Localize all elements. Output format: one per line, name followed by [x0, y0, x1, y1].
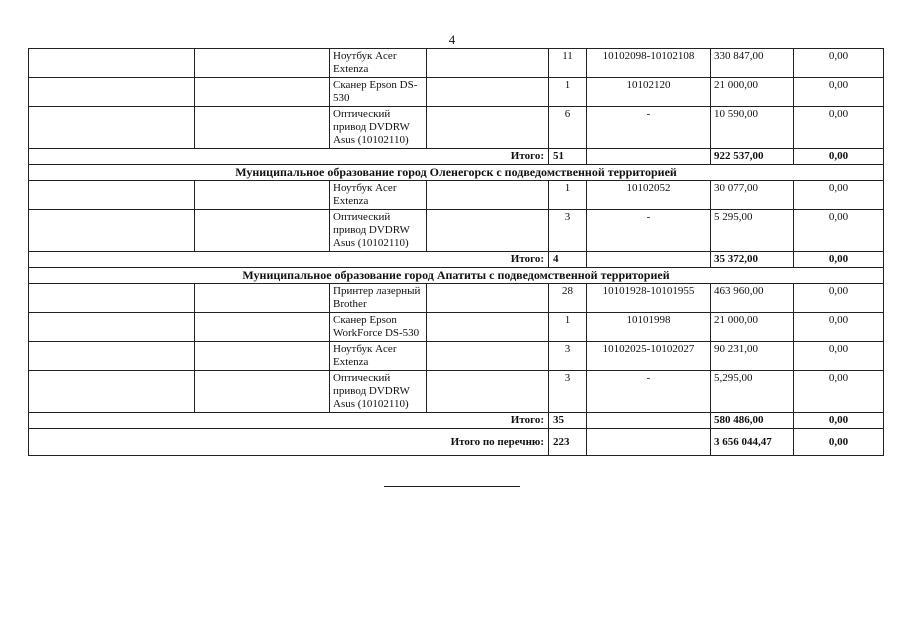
- empty-cell: [587, 413, 711, 429]
- empty-cell: [195, 371, 330, 413]
- empty-cell: [427, 78, 549, 107]
- table-row: [29, 371, 884, 413]
- total-quantity: 35: [549, 413, 587, 429]
- total-sum: 35 372,00: [711, 252, 794, 268]
- item-name: Оптический привод DVDRW Asus (10102110): [330, 371, 427, 413]
- footer-divider: [384, 486, 520, 487]
- item-zero-value: 0,00: [794, 78, 884, 107]
- item-inventory-numbers: 10102098-10102108: [587, 49, 711, 78]
- subtotal-row: [29, 413, 884, 429]
- empty-cell: [195, 210, 330, 252]
- empty-cell: [195, 342, 330, 371]
- empty-cell: [29, 313, 195, 342]
- item-quantity: 28: [549, 284, 587, 313]
- table-row: [29, 342, 884, 371]
- empty-cell: [29, 49, 195, 78]
- item-zero-value: 0,00: [794, 181, 884, 210]
- total-label: Итого:: [29, 149, 549, 165]
- total-sum: 3 656 044,47: [711, 429, 794, 456]
- item-name: Сканер Epson WorkForce DS-530: [330, 313, 427, 342]
- empty-cell: [427, 371, 549, 413]
- item-zero-value: 0,00: [794, 49, 884, 78]
- item-name: Оптический привод DVDRW Asus (10102110): [330, 210, 427, 252]
- table-row: [29, 49, 884, 78]
- empty-cell: [29, 181, 195, 210]
- table-row: [29, 107, 884, 149]
- item-sum: 5,295,00: [711, 371, 794, 413]
- total-zero-value: 0,00: [794, 149, 884, 165]
- total-zero-value: 0,00: [794, 252, 884, 268]
- total-sum: 580 486,00: [711, 413, 794, 429]
- item-inventory-numbers: -: [587, 371, 711, 413]
- empty-cell: [587, 429, 711, 456]
- empty-cell: [195, 78, 330, 107]
- empty-cell: [195, 49, 330, 78]
- table-row: [29, 181, 884, 210]
- total-quantity: 4: [549, 252, 587, 268]
- empty-cell: [29, 107, 195, 149]
- total-label: Итого:: [29, 252, 549, 268]
- item-sum: 30 077,00: [711, 181, 794, 210]
- total-label: Итого:: [29, 413, 549, 429]
- empty-cell: [195, 284, 330, 313]
- table-row: [29, 313, 884, 342]
- item-sum: 330 847,00: [711, 49, 794, 78]
- empty-cell: [427, 284, 549, 313]
- item-quantity: 3: [549, 342, 587, 371]
- subtotal-row: [29, 149, 884, 165]
- item-name: Ноутбук Acer Extenza: [330, 342, 427, 371]
- item-inventory-numbers: 10102120: [587, 78, 711, 107]
- item-zero-value: 0,00: [794, 210, 884, 252]
- total-sum: 922 537,00: [711, 149, 794, 165]
- total-label: Итого по перечню:: [29, 429, 549, 456]
- page-number: 4: [448, 32, 456, 47]
- subtotal-row: [29, 252, 884, 268]
- item-sum: 5 295,00: [711, 210, 794, 252]
- empty-cell: [427, 342, 549, 371]
- empty-cell: [29, 210, 195, 252]
- table-row: [29, 78, 884, 107]
- item-quantity: 3: [549, 210, 587, 252]
- item-name: Сканер Epson DS-530: [330, 78, 427, 107]
- item-zero-value: 0,00: [794, 107, 884, 149]
- item-sum: 21 000,00: [711, 313, 794, 342]
- empty-cell: [195, 107, 330, 149]
- item-inventory-numbers: 10102052: [587, 181, 711, 210]
- empty-cell: [427, 107, 549, 149]
- item-sum: 463 960,00: [711, 284, 794, 313]
- item-zero-value: 0,00: [794, 284, 884, 313]
- item-inventory-numbers: 10102025-10102027: [587, 342, 711, 371]
- empty-cell: [427, 210, 549, 252]
- item-quantity: 6: [549, 107, 587, 149]
- item-name: Ноутбук Acer Extenza: [330, 181, 427, 210]
- item-sum: 10 590,00: [711, 107, 794, 149]
- item-name: Оптический привод DVDRW Asus (10102110): [330, 107, 427, 149]
- empty-cell: [427, 313, 549, 342]
- item-quantity: 3: [549, 371, 587, 413]
- empty-cell: [29, 371, 195, 413]
- empty-cell: [587, 149, 711, 165]
- item-inventory-numbers: -: [587, 210, 711, 252]
- item-name: Ноутбук Acer Extenza: [330, 49, 427, 78]
- empty-cell: [195, 181, 330, 210]
- table-row: [29, 284, 884, 313]
- table-row: [29, 210, 884, 252]
- total-zero-value: 0,00: [794, 413, 884, 429]
- empty-cell: [587, 252, 711, 268]
- item-zero-value: 0,00: [794, 371, 884, 413]
- item-inventory-numbers: 10101928-10101955: [587, 284, 711, 313]
- total-quantity: 223: [549, 429, 587, 456]
- item-zero-value: 0,00: [794, 342, 884, 371]
- empty-cell: [195, 313, 330, 342]
- table-body: [29, 49, 884, 456]
- item-sum: 21 000,00: [711, 78, 794, 107]
- empty-cell: [29, 342, 195, 371]
- item-inventory-numbers: 10101998: [587, 313, 711, 342]
- item-quantity: 1: [549, 313, 587, 342]
- section-header-row: [29, 165, 884, 181]
- section-title: Муниципальное образование город Апатиты с подведомственной территорией: [29, 268, 884, 284]
- total-quantity: 51: [549, 149, 587, 165]
- equipment-table: [28, 48, 884, 456]
- empty-cell: [427, 49, 549, 78]
- section-title: Муниципальное образование город Оленегорск с подведомственной территорией: [29, 165, 884, 181]
- item-quantity: 11: [549, 49, 587, 78]
- empty-cell: [29, 78, 195, 107]
- item-name: Принтер лазерный Brother: [330, 284, 427, 313]
- empty-cell: [29, 284, 195, 313]
- item-inventory-numbers: -: [587, 107, 711, 149]
- item-sum: 90 231,00: [711, 342, 794, 371]
- section-header-row: [29, 268, 884, 284]
- item-quantity: 1: [549, 78, 587, 107]
- grand-total-row: [29, 429, 884, 456]
- empty-cell: [427, 181, 549, 210]
- item-zero-value: 0,00: [794, 313, 884, 342]
- total-zero-value: 0,00: [794, 429, 884, 456]
- item-quantity: 1: [549, 181, 587, 210]
